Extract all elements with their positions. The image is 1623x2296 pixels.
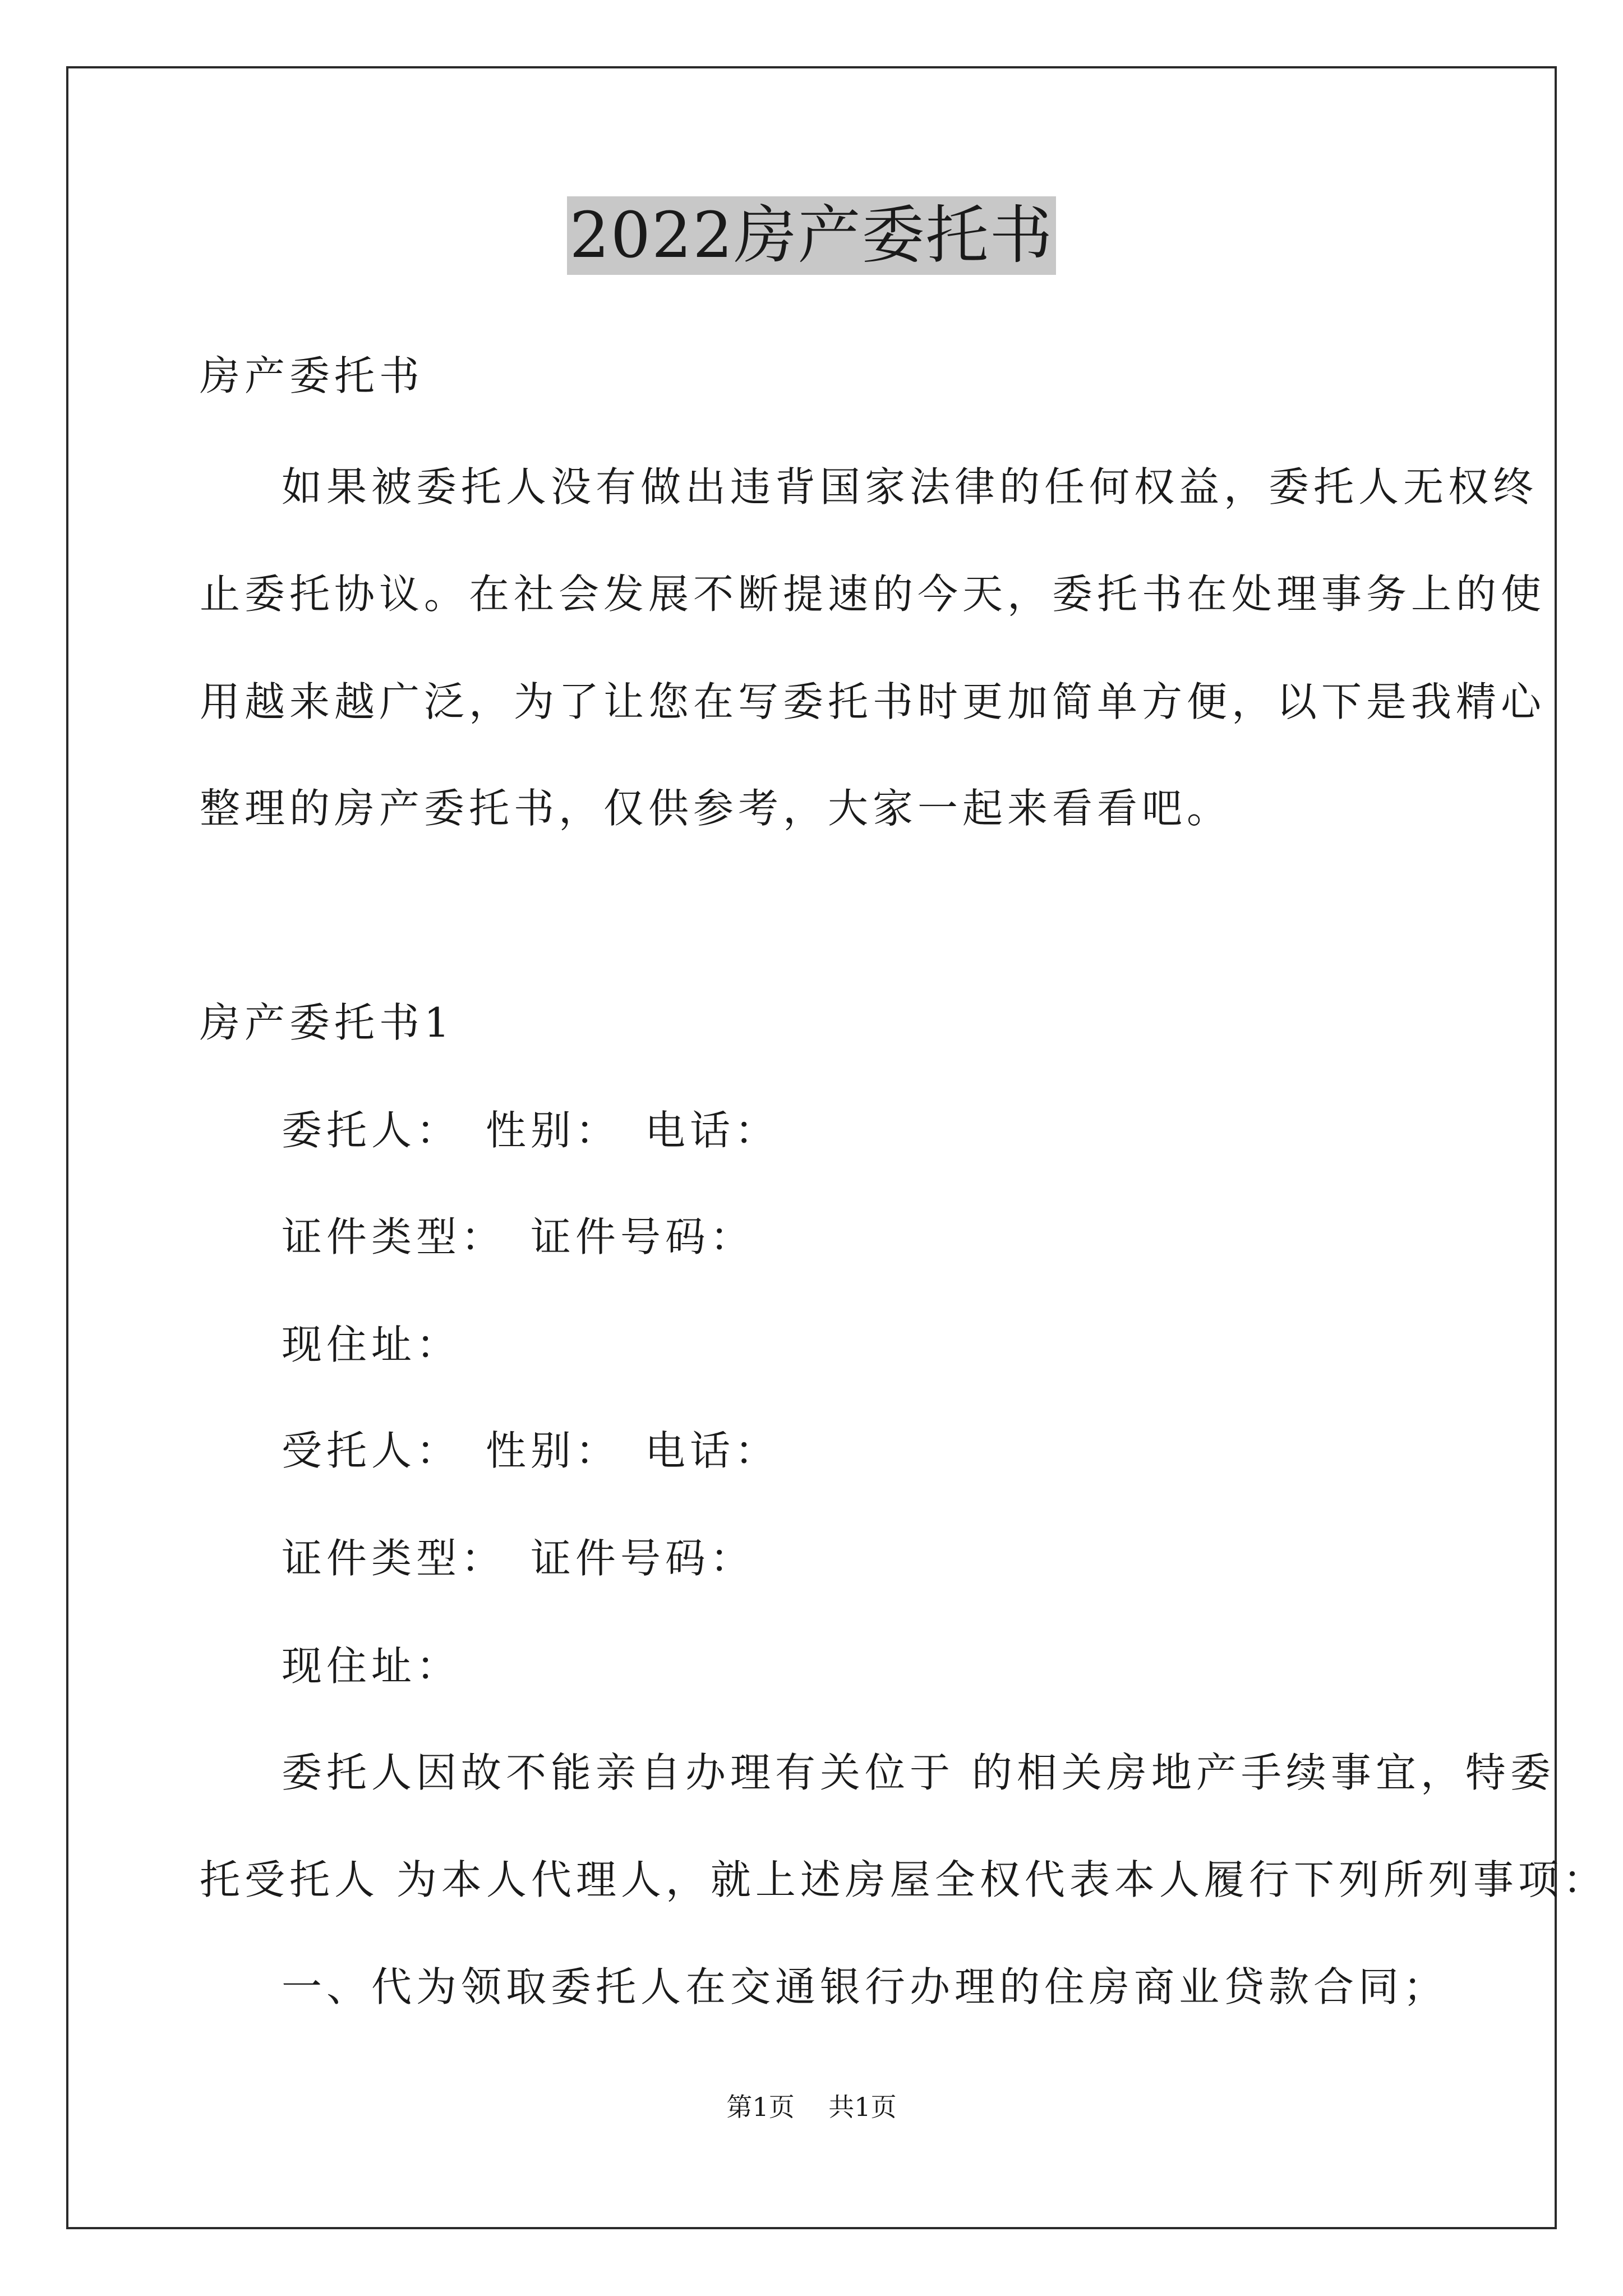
paragraph-line: 如果被委托人没有做出违背国家法律的任何权益，委托人无权终 [282, 463, 1538, 510]
paragraph-line: 用越来越广泛，为了让您在写委托书时更加简单方便，以下是我精心 [200, 678, 1546, 725]
paragraph-line: 托受托人 为本人代理人，就上述房屋全权代表本人履行下列所列事项： [200, 1856, 1608, 1903]
form-line-agent-address: 现住址： [282, 1642, 462, 1690]
section-heading: 房产委托书 [200, 352, 425, 399]
paragraph-line: 委托人因故不能亲自办理有关位于 的相关房地产手续事宜，特委 [282, 1749, 1555, 1796]
form-line-principal-address: 现住址： [282, 1321, 462, 1368]
form-line-agent-id: 证件类型： 证件号码： [282, 1535, 755, 1582]
title-wrap [0, 196, 1623, 275]
section-heading: 房产委托书1 [200, 999, 454, 1046]
form-line-principal-id: 证件类型： 证件号码： [282, 1213, 755, 1260]
page-footer: 第1页 共1页 [726, 2092, 897, 2122]
paragraph-line: 整理的房产委托书，仅供参考，大家一起来看看吧。 [200, 785, 1232, 832]
paragraph-line: 止委托协议。在社会发展不断提速的今天，委托书在处理事务上的使 [200, 570, 1546, 618]
form-line-principal: 委托人： 性别： 电话： [282, 1107, 780, 1154]
list-item: 一、代为领取委托人在交通银行办理的住房商业贷款合同； [282, 1963, 1449, 2010]
document-title: 2022房产委托书 [567, 196, 1055, 275]
form-line-agent: 受托人： 性别： 电话： [282, 1427, 780, 1474]
